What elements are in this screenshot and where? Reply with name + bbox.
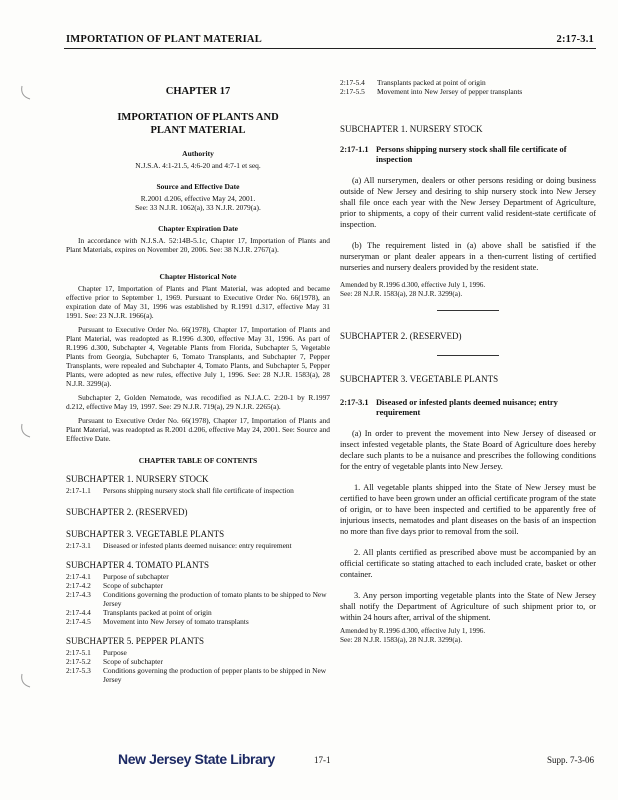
toc-entry-number: 2:17-5.5 xyxy=(340,87,365,96)
section-divider xyxy=(437,310,499,311)
running-header-title: IMPORTATION OF PLANT MATERIAL xyxy=(66,34,262,45)
amendment-note: Amended by R.1996 d.300, effective July 1, 1996. xyxy=(340,281,486,289)
source-heading: Source and Effective Date xyxy=(156,182,240,191)
toc-subchapter: SUBCHAPTER 1. NURSERY STOCK xyxy=(66,474,209,484)
library-watermark-logo: New Jersey State Library xyxy=(118,751,275,767)
toc-entry-number: 2:17-5.2 xyxy=(66,657,91,666)
toc-entry xyxy=(340,78,596,87)
punch-hole-mark-icon xyxy=(18,672,40,690)
section-list-item: 3. Any person importing vegetable plants into the State of New Jersey shall notify the Department of Agriculture of such shipment prior to, or within 24 hours after, arrival of the shipment. xyxy=(340,591,596,623)
section-heading xyxy=(340,398,596,418)
toc-entry-text: Purpose of subchapter xyxy=(103,572,169,581)
toc-entry xyxy=(66,657,330,666)
history-paragraph: Pursuant to Executive Order No. 66(1978), Chapter 17, Importation of Plants and Plant Material, was readopted as R.1996 d.300, effective May 31, 1996. As part of R.1996 d.300, Subchapter 4, Vegetable Plants from Florida, Subchapter 5, Vegetable Plants from Georgia, Subchapter 6, Tomato Transplants, and Subchapter 7, Pepper Transplants, were repealed and Subchapter 4, Tomato Plants, and Subchapter 5, Pepper Plants, were adopted as new rules, effective July 1, 1996. See: 28 N.J.R. 1583(a), 28 N.J.R. 3299(a). xyxy=(66,325,330,388)
left-column xyxy=(66,72,330,684)
toc-entry xyxy=(66,590,330,608)
toc-entry-text: Transplants packed at point of origin xyxy=(103,608,212,617)
section-paragraph: (b) The requirement listed in (a) above shall be satisfied if the nurseryman or plant dealer appears in a then-current listing of certified nurseries and nursery dealers provided by the resident state. xyxy=(340,241,596,272)
toc-entry-text: Movement into New Jersey of pepper transplants xyxy=(377,87,523,96)
subchapter-heading: SUBCHAPTER 1. NURSERY STOCK xyxy=(340,124,483,134)
toc-entry-text: Movement into New Jersey of tomato transplants xyxy=(103,617,249,626)
authority-text: N.J.S.A. 4:1-21.5, 4:6-20 and 4:7-1 et seq. xyxy=(135,161,261,170)
toc-subchapter: SUBCHAPTER 5. PEPPER PLANTS xyxy=(66,636,205,646)
authority-heading: Authority xyxy=(182,149,214,158)
section-title: Persons shipping nursery stock shall file certificate of inspection xyxy=(376,145,567,164)
toc-entry-number: 2:17-1.1 xyxy=(66,486,91,495)
history-heading: Chapter Historical Note xyxy=(159,272,237,281)
toc-subchapter: SUBCHAPTER 4. TOMATO PLANTS xyxy=(66,560,210,570)
toc-entry-number: 2:17-4.5 xyxy=(66,617,91,626)
toc-entry xyxy=(66,648,330,657)
toc-entry-number: 2:17-5.1 xyxy=(66,648,91,657)
expiration-heading: Chapter Expiration Date xyxy=(158,224,238,233)
subchapter-heading: SUBCHAPTER 2. (RESERVED) xyxy=(340,331,462,342)
toc-entry xyxy=(340,87,596,96)
history-paragraph: Pursuant to Executive Order No. 66(1978), Chapter 17, Importation of Plants and Plant Material, was readopted as R.2001 d.206, effective May 24, 2001. See: Source and Effective Date. xyxy=(66,416,330,443)
section-paragraph: (a) In order to prevent the movement into New Jersey of diseased or insect infested vegetable plants, the State Board of Agriculture does hereby declare such plants to be a nuisance and prescribes the following conditions for the entry of vegetable plants into New Jersey. xyxy=(340,429,596,472)
section-paragraph: (a) All nurserymen, dealers or other persons residing or doing business outside of New Jersey and desiring to ship nursery stock into New Jersey shall file once each year with the New Jersey Department of Agriculture, prior to shipments, a copy of their current valid resident-state certificate of inspection. xyxy=(340,176,596,229)
toc-entry xyxy=(66,541,330,550)
toc-entry-text: Scope of subchapter xyxy=(103,581,163,590)
toc-entry-number: 2:17-4.2 xyxy=(66,581,91,590)
toc-title: CHAPTER TABLE OF CONTENTS xyxy=(138,456,258,465)
section-list-item: 2. All plants certified as prescribed above must be accompanied by an official certificate so stating attached to each included crate, basket or other container. xyxy=(340,548,596,580)
chapter-number: CHAPTER 17 xyxy=(165,86,231,97)
toc-entry xyxy=(66,666,330,684)
toc-entry-number: 2:17-4.1 xyxy=(66,572,91,581)
toc-subchapter: SUBCHAPTER 2. (RESERVED) xyxy=(66,507,188,517)
toc-entry xyxy=(66,486,330,495)
toc-entry-text: Conditions governing the production of tomato plants to be shipped to New Jersey xyxy=(103,590,327,608)
section-list-item: 1. All vegetable plants shipped into the State of New Jersey must be certified to have been grown under an official certificate program of the state of origin, or to have been inspected and certified to be apparently free of injurious insects, nematodes and plant diseases on the basis of an inspection no more than five days prior to removal from the soil. xyxy=(340,483,596,537)
source-line: R.2001 d.206, effective May 24, 2001. xyxy=(140,194,256,203)
amendment-note: See: 28 N.J.R. 1583(a), 28 N.J.R. 3299(a). xyxy=(340,635,463,644)
toc-entry-number: 2:17-3.1 xyxy=(66,541,91,550)
toc-entry xyxy=(66,572,330,581)
toc-entry-text: Purpose xyxy=(103,648,127,657)
toc-entry-number: 2:17-5.3 xyxy=(66,666,91,675)
right-column xyxy=(340,78,596,644)
section-divider xyxy=(437,355,499,356)
chapter-title: IMPORTATION OF PLANTS AND PLANT MATERIAL xyxy=(117,112,279,136)
toc-entry-text: Conditions governing the production of pepper plants to be shipped in New Jersey xyxy=(103,666,327,684)
subchapter-heading: SUBCHAPTER 3. VEGETABLE PLANTS xyxy=(340,374,499,385)
toc-entry-number: 2:17-4.3 xyxy=(66,590,91,599)
expiration-text: In accordance with N.J.S.A. 52:14B-5.1c, Chapter 17, Importation of Plants and Plant Materials, expires on November 20, 2006. See: 38 N.J.R. 2767(a). xyxy=(66,236,330,254)
toc-entry-text: Scope of subchapter xyxy=(103,657,163,666)
amendment-note: See: 28 N.J.R. 1583(a), 28 N.J.R. 3299(a). xyxy=(340,289,463,298)
page-number: 17-1 xyxy=(314,755,331,765)
section-number: 2:17-3.1 xyxy=(340,398,369,408)
section-title: Diseased or infested plants deemed nuisance; entry requirement xyxy=(376,398,558,418)
toc-entry xyxy=(66,581,330,590)
supplement-date: Supp. 7-3-06 xyxy=(547,755,594,765)
toc-entry-number: 2:17-4.4 xyxy=(66,608,91,617)
toc-entry-text: Persons shipping nursery stock shall file certificate of inspection xyxy=(103,486,294,495)
running-header-section: 2:17-3.1 xyxy=(556,34,594,45)
history-paragraph: Chapter 17, Importation of Plants and Plant Material, was adopted and became effective prior to September 1, 1969. Pursuant to Executive Order No. 66(1978), an expiration date of May 31, 1996 was established by R.1991 d.317, effective May 31 1991. See: 23 N.J.R. 1966(a). xyxy=(66,284,330,320)
punch-hole-mark-icon xyxy=(18,84,40,102)
history-paragraph: Subchapter 2, Golden Nematode, was recodified as N.J.A.C. 2:20-1 by R.1997 d.212, effective May 19, 1997. See: 29 N.J.R. 719(a), 29 N.J.R. 2265(a). xyxy=(66,393,330,411)
punch-hole-mark-icon xyxy=(18,422,40,440)
header-rule xyxy=(64,48,596,49)
toc-subchapter: SUBCHAPTER 3. VEGETABLE PLANTS xyxy=(66,529,225,539)
toc-entry-text: Transplants packed at point of origin xyxy=(377,78,486,87)
toc-entry-number: 2:17-5.4 xyxy=(340,78,365,87)
section-heading xyxy=(340,145,596,165)
amendment-note: Amended by R.1996 d.300, effective July 1, 1996. xyxy=(340,627,486,636)
source-line: See: 33 N.J.R. 1062(a), 33 N.J.R. 2079(a). xyxy=(135,203,261,212)
section-number: 2:17-1.1 xyxy=(340,145,369,154)
toc-block xyxy=(66,474,330,684)
toc-entry xyxy=(66,617,330,626)
toc-entry-text: Diseased or infested plants deemed nuisance: entry requirement xyxy=(103,541,292,550)
toc-entry xyxy=(66,608,330,617)
